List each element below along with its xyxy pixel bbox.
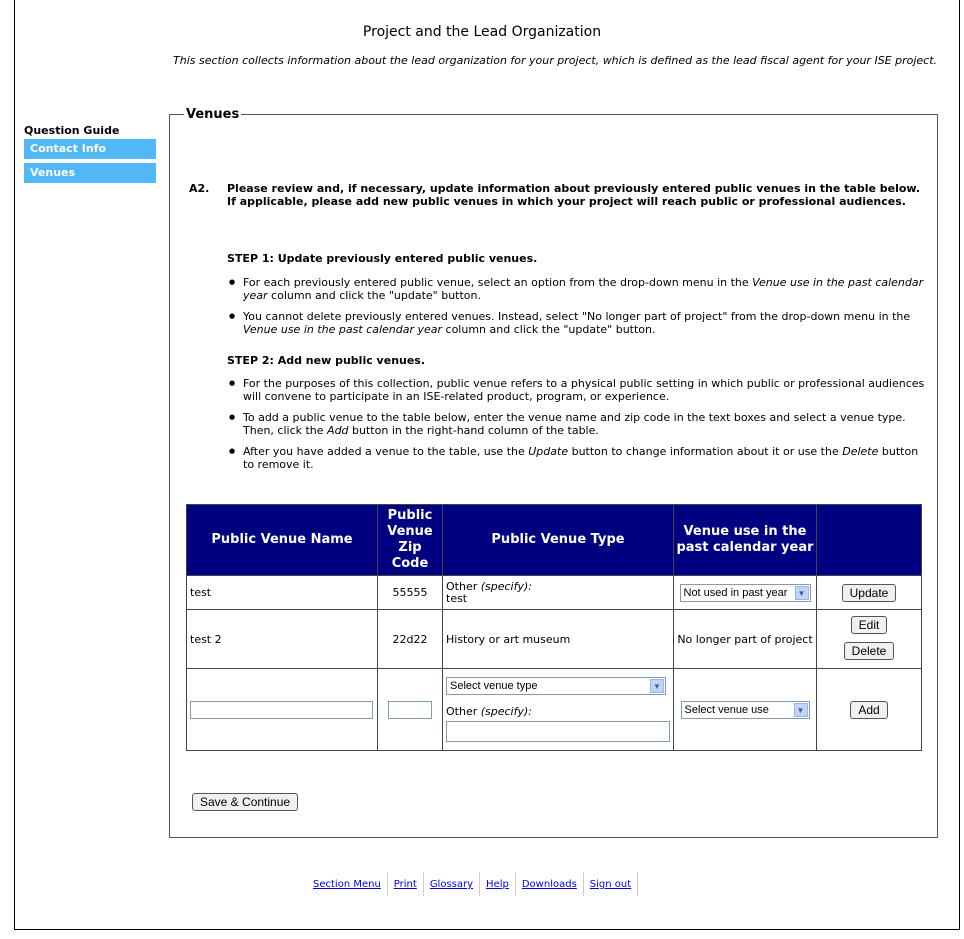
step2-heading: STEP 2: Add new public venues. [227,354,426,367]
chevron-down-icon: ▼ [795,586,809,600]
venue-use-cell [674,576,817,610]
intro-text: This section collects information about the lead organization for your project, which is defined as the lead fiscal agent for your ISE project. [173,54,938,67]
step1-heading: STEP 1: Update previously entered public venues. [227,252,538,265]
chevron-down-icon: ▼ [650,679,664,693]
venue-name-cell: test [187,576,378,610]
table-header-row [187,505,922,576]
new-venue-name-cell [187,669,378,751]
footer-link-sign-out[interactable]: Sign out [589,879,632,890]
chevron-down-icon: ▼ [794,703,808,717]
venue-actions-cell [817,576,922,610]
footer-link-downloads[interactable]: Downloads [521,879,577,890]
venue-table [186,504,922,751]
footer-link-help[interactable]: Help [486,879,509,890]
save-continue-button[interactable]: Save & Continue [192,793,298,811]
venues-legend: Venues [186,107,240,122]
footer-nav [309,872,640,896]
footer-divider [637,872,638,896]
footer-divider [479,872,480,896]
col-header-type: Public Venue Type [443,505,674,576]
col-header-actions [817,505,922,576]
footer-divider [515,872,516,896]
new-venue-type-cell [443,669,674,751]
col-header-name: Public Venue Name [187,505,378,576]
step2-bullet-1: ● For the purposes of this collection, public venue refers to a physical public setting in which public or professional audiences will convene to participate in an ISE-related product, program, or experience. [227,377,927,403]
venue-use-new-select[interactable]: Select venue use ▼ [681,701,810,719]
footer-link-print[interactable]: Print [393,879,417,890]
venue-use-select[interactable]: Not used in past year ▼ [680,584,811,602]
guide-item-venues[interactable]: Venues [24,163,156,183]
footer-divider [583,872,584,896]
question-guide [24,124,156,187]
venue-zip-cell: 22d22 [378,610,443,669]
venue-actions-cell [817,610,922,669]
question-number: A2. [189,182,210,195]
table-row [187,610,922,669]
new-venue-zip-cell [378,669,443,751]
update-button[interactable]: Update [842,584,897,602]
col-header-zip: Public Venue Zip Code [378,505,443,576]
venue-zip-input[interactable] [388,701,432,719]
new-venue-actions-cell [817,669,922,751]
venue-type-cell: Other (specify): test [443,576,674,610]
step1-list [227,276,927,344]
col-header-use: Venue use in the past calendar year [674,505,817,576]
new-venue-use-cell [674,669,817,751]
other-specify-label: Other (specify): [446,705,532,718]
venue-name-input[interactable] [190,701,373,719]
new-venue-row [187,669,922,751]
delete-button[interactable]: Delete [844,642,895,660]
step2-bullet-3: ● After you have added a venue to the table, use the Update button to change information about it or use the Delete button to remove it. [227,445,927,471]
footer-divider [423,872,424,896]
venues-fieldset [169,107,938,838]
add-button[interactable]: Add [850,701,887,719]
step2-bullet-2: ● To add a public venue to the table below, enter the venue name and zip code in the text boxes and select a venue type. Then, click the Add button in the right-hand column of the table. [227,411,927,437]
other-specify-input[interactable] [446,721,670,742]
venue-type-select[interactable]: Select venue type ▼ [446,677,666,695]
step2-list [227,377,927,479]
page-title: Project and the Lead Organization [362,24,602,40]
venue-type-cell: History or art museum [443,610,674,669]
venue-zip-cell: 55555 [378,576,443,610]
footer-divider [387,872,388,896]
step1-bullet-1: ● For each previously entered public venue, select an option from the drop-down menu in the Venue use in the past calendar year column and click the "update" button. [227,276,927,302]
footer-link-glossary[interactable]: Glossary [429,879,474,890]
table-row [187,576,922,610]
venue-name-cell: test 2 [187,610,378,669]
question-text: Please review and, if necessary, update information about previously entered public venues in the table below. If applicable, please add new public venues in which your project will reach public or professional audiences. [227,182,921,208]
guide-item-contact-info[interactable]: Contact Info [24,139,156,159]
step1-bullet-2: ● You cannot delete previously entered venues. Instead, select "No longer part of project" from the drop-down menu in the Venue use in the past calendar year column and click the "update" button. [227,310,927,336]
footer-link-section-menu[interactable]: Section Menu [313,879,381,890]
edit-button[interactable]: Edit [851,616,888,634]
question-guide-title: Question Guide [24,124,120,137]
venue-use-cell: No longer part of project [674,610,817,669]
